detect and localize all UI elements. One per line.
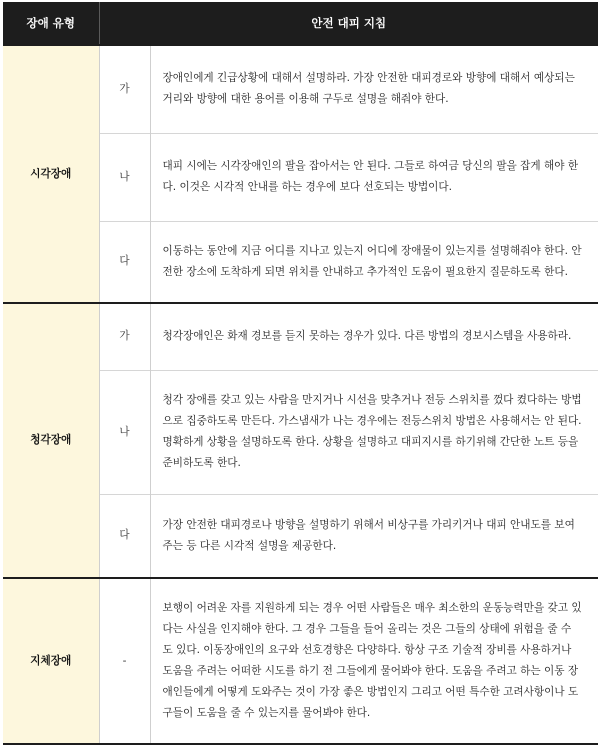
guide-text: 청각장애인은 화재 경보를 듣지 못하는 경우가 있다. 다른 방법의 경보시스템을 사용하라. [150, 303, 598, 370]
row-label: 다 [99, 494, 150, 578]
row-label: 가 [99, 303, 150, 370]
guide-text: 장애인에게 긴급상황에 대해서 설명하라. 가장 안전한 대피경로와 방향에 대해서 예상되는 거리와 방향에 대한 용어를 이용해 구두로 설명을 해줘야 한다. [150, 45, 598, 133]
table-row [3, 45, 598, 133]
type-cell-physical: 지체장애 [3, 578, 99, 744]
header-row [3, 2, 598, 45]
header-safety-guide: 안전 대피 지침 [99, 2, 598, 45]
row-label: - [99, 578, 150, 744]
type-cell-hearing: 청각장애 [3, 303, 99, 578]
row-label: 가 [99, 45, 150, 133]
type-cell-visual: 시각장애 [3, 45, 99, 303]
guide-text: 청각 장애를 갖고 있는 사람을 만지거나 시선을 맞추거나 전등 스위치를 껐다 켰다하는 방법으로 집중하도록 만든다. 가스냄새가 나는 경우에는 전등스위치 방법은 사용해서는 안 된다. 명확하게 상황을 설명하도록 한다. 상황을 설명하고 대피지시를 하기위해 간단한 노트 등을 준비하도록 한다. [150, 370, 598, 494]
guide-text: 대피 시에는 시각장애인의 팔을 잡아서는 안 된다. 그들로 하여금 당신의 팔을 잡게 해야 한다. 이것은 시각적 안내를 하는 경우에 보다 선호되는 방법이다. [150, 133, 598, 221]
row-label: 나 [99, 370, 150, 494]
guide-text: 이동하는 동안에 지금 어디를 지나고 있는지 어디에 장애물이 있는지를 설명해줘야 한다. 안전한 장소에 도착하게 되면 위치를 안내하고 추가적인 도움이 필요한지 질문하도록 한다. [150, 221, 598, 303]
header-disability-type: 장애 유형 [3, 2, 99, 45]
table-row [3, 578, 598, 744]
guide-text: 보행이 어려운 자를 지원하게 되는 경우 어떤 사람들은 매우 최소한의 운동능력만을 갖고 있다는 사실을 인지해야 한다. 그 경우 그들을 들어 올리는 것은 그들의 상태에 위험을 줄 수 도 있다. 이동장애인의 요구와 선호경향은 다양하다. 항상 구조 기술적 장비를 사용하거나 도움을 주려는 어떠한 시도를 하기 전 그들에게 물어봐야 한다. 도움을 주려고 하는 이동 장애인들에게 어떻게 도와주는 것이 가장 좋은 방법인지 그리고 어떤 특수한 고려사항이나 도구들이 도움을 줄 수 있는지를 물어봐야 한다. [150, 578, 598, 744]
row-label: 다 [99, 221, 150, 303]
table-row [3, 303, 598, 370]
guide-text: 가장 안전한 대피경로나 방향을 설명하기 위해서 비상구를 가리키거나 대피 안내도를 보여주는 등 다른 시각적 설명을 제공한다. [150, 494, 598, 578]
row-label: 나 [99, 133, 150, 221]
evacuation-guide-table [3, 2, 598, 745]
